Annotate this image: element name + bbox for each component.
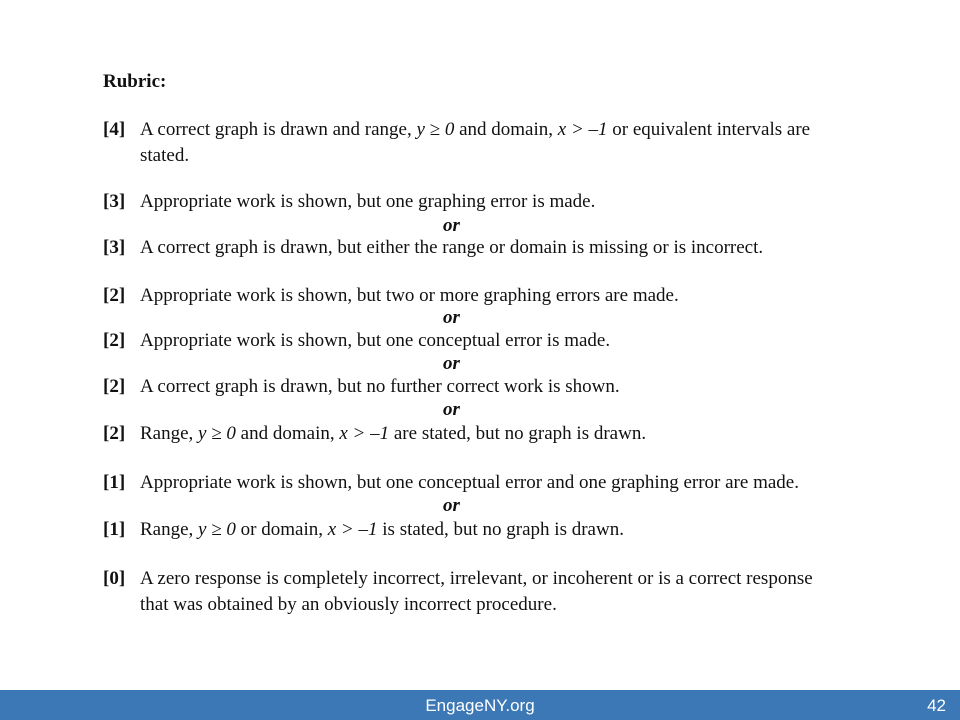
footer-bar [0, 690, 960, 720]
score-label: [3] [103, 237, 126, 258]
range-expression: y ≥ 0 [198, 519, 236, 540]
score-label: [2] [103, 423, 126, 444]
score-label: [2] [103, 285, 126, 306]
entry-text: Appropriate work is shown, but two or more graphing errors are made. [140, 285, 679, 306]
entry-text: A zero response is completely incorrect, irrelevant, or incoherent or is a correct response that was obtained by an obviously incorrect procedure. [140, 568, 813, 615]
score-label: [2] [103, 330, 126, 351]
range-expression: y ≥ 0 [416, 119, 455, 140]
range-expression: y ≥ 0 [198, 423, 236, 444]
domain-expression: x > –1 [327, 519, 378, 540]
entry-text: Range, y ≥ 0 or domain, x > –1 is stated, but no graph is drawn. [140, 519, 624, 540]
domain-expression: x > –1 [557, 119, 608, 140]
or-separator: or [443, 353, 460, 374]
entry-text: Range, y ≥ 0 and domain, x > –1 are stated, but no graph is drawn. [140, 423, 647, 444]
domain-expression: x > –1 [339, 423, 390, 444]
entry-text: Appropriate work is shown, but one conceptual error and one graphing error are made. [140, 472, 799, 493]
or-separator: or [443, 495, 460, 516]
entry-text: Appropriate work is shown, but one graphing error is made. [140, 191, 596, 212]
footer-site-link[interactable]: EngageNY.org [425, 696, 535, 715]
score-label: [1] [103, 519, 126, 540]
score-label: [4] [103, 119, 126, 140]
entry-text: A correct graph is drawn, but no further correct work is shown. [140, 376, 620, 397]
score-label: [3] [103, 191, 126, 212]
entry-text: A correct graph is drawn, but either the range or domain is missing or is incorrect. [140, 237, 764, 258]
score-label: [2] [103, 376, 126, 397]
entry-text: Appropriate work is shown, but one conceptual error is made. [140, 330, 611, 351]
rubric-title: Rubric: [103, 71, 167, 92]
entry-text: A correct graph is drawn and range, y ≥ 0 and domain, x > –1 or equivalent intervals are stated. [140, 119, 811, 166]
or-separator: or [443, 399, 460, 420]
or-separator: or [443, 307, 460, 328]
page-number: 42 [927, 696, 946, 715]
or-separator: or [443, 215, 460, 236]
score-label: [1] [103, 472, 126, 493]
score-label: [0] [103, 568, 126, 589]
